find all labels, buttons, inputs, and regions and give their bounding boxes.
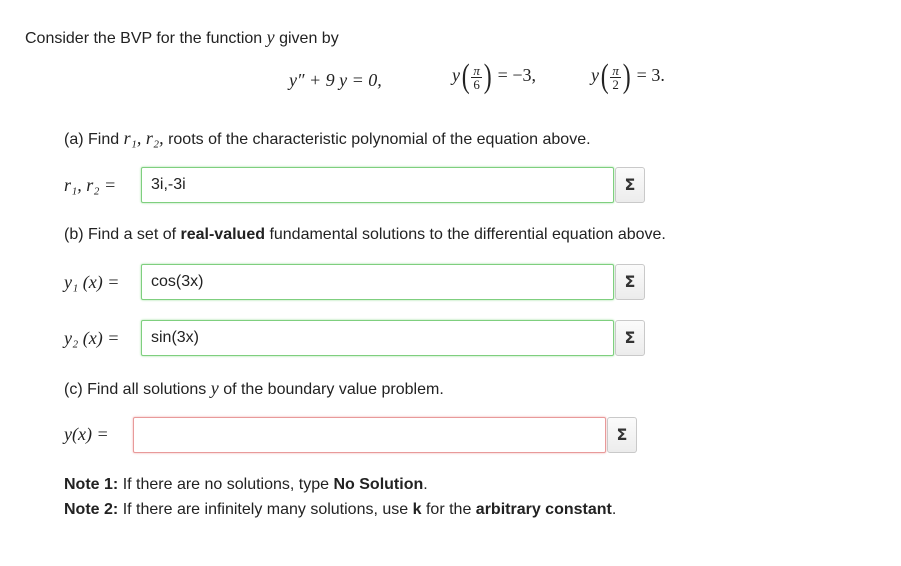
part-b-prompt-end: fundamental solutions to the differential equation above. xyxy=(269,226,666,243)
intro-var: y xyxy=(266,27,275,47)
roots-input[interactable]: 3i,-3i xyxy=(141,167,614,203)
note-2-text: If there are infinitely many solutions, use xyxy=(122,501,409,518)
y1-label: y₁ (x) = xyxy=(64,272,120,292)
bc1-num: π xyxy=(473,62,480,78)
part-b-prompt xyxy=(64,226,666,244)
part-c-prompt-start: (c) Find all solutions xyxy=(64,381,207,398)
note-1 xyxy=(64,476,428,494)
y1-equation-editor-button[interactable] xyxy=(615,264,645,300)
ode-text: y″ + 9 y = 0, xyxy=(289,70,382,90)
part-a-prompt-end: roots of the characteristic polynomial of the equation above. xyxy=(168,131,591,148)
y1-input[interactable]: cos(3x) xyxy=(141,264,614,300)
note-2-end: . xyxy=(611,501,617,518)
solution-label: y(x) = xyxy=(64,424,109,444)
note-1-bold: No Solution xyxy=(333,476,424,493)
sigma-icon: Σ xyxy=(624,328,636,347)
sigma-icon: Σ xyxy=(616,425,628,444)
solution-input[interactable] xyxy=(133,417,606,453)
y2-label: y₂ (x) = xyxy=(64,328,120,348)
note-2 xyxy=(64,501,616,519)
bc2-value: = 3. xyxy=(636,65,665,86)
bc2-fn: y xyxy=(591,65,599,86)
roots-equation-editor-button[interactable] xyxy=(615,167,645,203)
part-b-prompt-start: (b) Find a set of xyxy=(64,226,177,243)
part-c-prompt-var: y xyxy=(210,378,219,398)
bc2-den: 2 xyxy=(612,76,619,92)
y2-equation-editor-button[interactable] xyxy=(615,320,645,356)
boundary-condition-2: y( $\frac{\pi}{2}$ ) = 3. xyxy=(591,58,665,95)
note-2-bold: arbitrary constant xyxy=(475,501,612,518)
bc1-fn: y xyxy=(452,65,460,86)
bc1-den: 6 xyxy=(473,76,480,92)
bc1-fraction xyxy=(471,64,482,91)
solution-equation-editor-button[interactable] xyxy=(607,417,637,453)
note-1-text: If there are no solutions, type xyxy=(122,476,330,493)
part-a-prompt-start: (a) Find xyxy=(64,131,120,148)
boundary-condition-1: y( $\frac{\pi}{6}$ ) = −3, xyxy=(452,58,536,95)
intro-text: Consider the BVP for the function xyxy=(25,30,263,47)
note-1-label: Note 1: xyxy=(64,476,119,493)
bc2-num: π xyxy=(612,62,619,78)
bc1-value: = −3, xyxy=(497,65,536,86)
roots-label: r₁, r₂ = xyxy=(64,175,117,195)
note-1-end: . xyxy=(423,476,428,493)
sigma-icon: Σ xyxy=(624,175,636,194)
intro-suffix: given by xyxy=(279,30,339,47)
problem-intro xyxy=(25,27,339,48)
part-c-prompt-end: of the boundary value problem. xyxy=(223,381,444,398)
y2-input[interactable]: sin(3x) xyxy=(141,320,614,356)
bc2-fraction xyxy=(610,64,621,91)
part-a-prompt xyxy=(64,128,591,149)
part-a-prompt-vars: r₁, r₂, xyxy=(123,128,164,148)
sigma-icon: Σ xyxy=(624,272,636,291)
note-2-mid: for the xyxy=(425,501,472,518)
note-2-label: Note 2: xyxy=(64,501,119,518)
ode-equation xyxy=(289,70,382,91)
part-b-prompt-bold: real-valued xyxy=(180,226,265,243)
note-2-k: k xyxy=(412,501,422,518)
part-c-prompt xyxy=(64,378,444,399)
